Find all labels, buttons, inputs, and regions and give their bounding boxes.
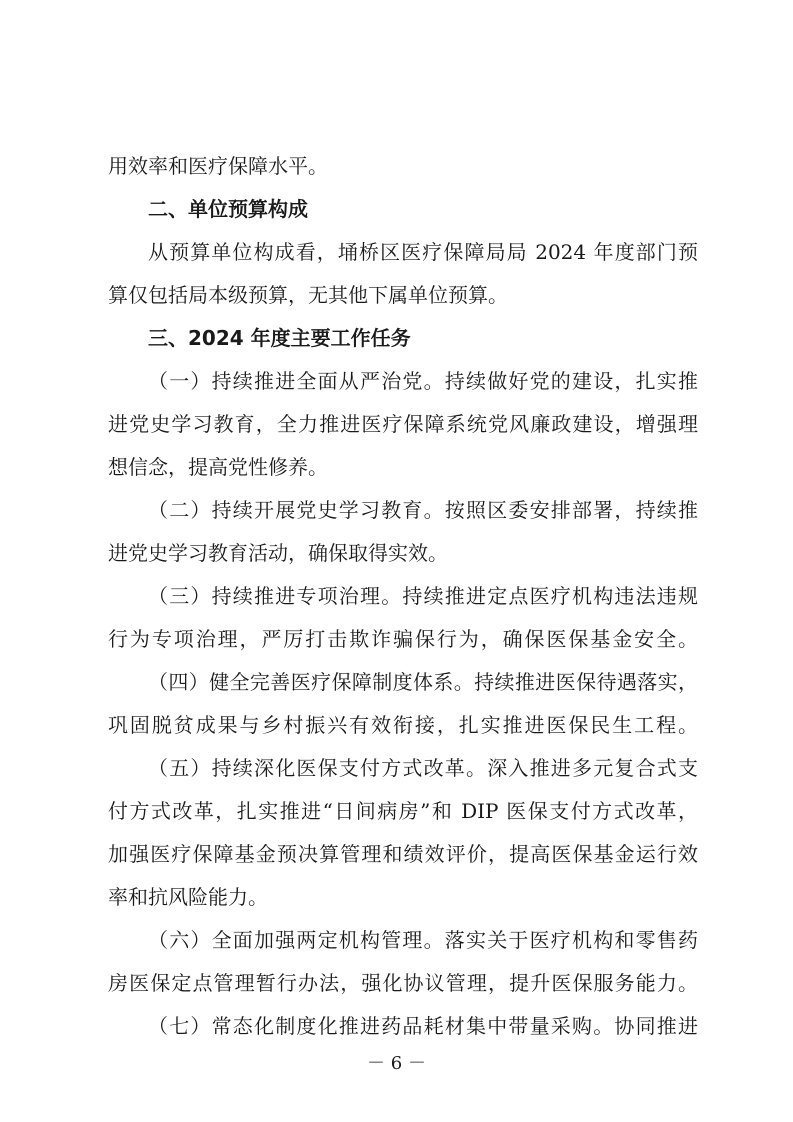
body-text-line: 房医保定点管理暂行办法，强化协议管理，提升医保服务能力。	[108, 971, 698, 995]
body-text-line: （二）持续开展党史学习教育。按照区委安排部署，持续推	[148, 498, 698, 522]
body-text-line: （七）常态化制度化推进药品耗材集中带量采购。协同推进	[148, 1014, 698, 1038]
body-text-line: 算仅包括局本级预算，无其他下属单位预算。	[108, 283, 508, 307]
body-text-line: 加强医疗保障基金预决算管理和绩效评价，提高医保基金运行效	[108, 842, 698, 866]
page-number: － 6 －	[367, 1053, 426, 1074]
body-text-line: （六）全面加强两定机构管理。落实关于医疗机构和零售药	[148, 928, 698, 952]
body-text-line: 想信念，提高党性修养。	[108, 455, 328, 479]
body-text-line: 付方式改革，扎实推进“日间病房”和 DIP 医保支付方式改革，	[108, 799, 698, 823]
body-text-line: （一）持续推进全面从严治党。持续做好党的建设，扎实推	[148, 369, 698, 393]
body-text-line: 行为专项治理，严厉打击欺诈骗保行为，确保医保基金安全。	[108, 627, 698, 651]
body-text-line: 率和抗风险能力。	[108, 885, 268, 909]
body-text-line: （三）持续推进专项治理。持续推进定点医疗机构违法违规	[148, 584, 698, 608]
body-text-line: （四）健全完善医疗保障制度体系。持续推进医保待遇落实，	[148, 670, 698, 694]
body-text-line: 进党史学习教育，全力推进医疗保障系统党风廉政建设，增强理	[108, 412, 698, 436]
section-heading: 二、单位预算构成	[148, 197, 308, 221]
body-text-line: 从预算单位构成看，埇桥区医疗保障局局 2024 年度部门预	[148, 240, 698, 264]
body-text-line: 进党史学习教育活动，确保取得实效。	[108, 541, 448, 565]
section-heading: 三、2024 年度主要工作任务	[148, 326, 411, 350]
body-text-line: 用效率和医疗保障水平。	[108, 154, 328, 178]
body-text-line: 巩固脱贫成果与乡村振兴有效衔接，扎实推进医保民生工程。	[108, 713, 698, 737]
body-text-line: （五）持续深化医保支付方式改革。深入推进多元复合式支	[148, 756, 698, 780]
